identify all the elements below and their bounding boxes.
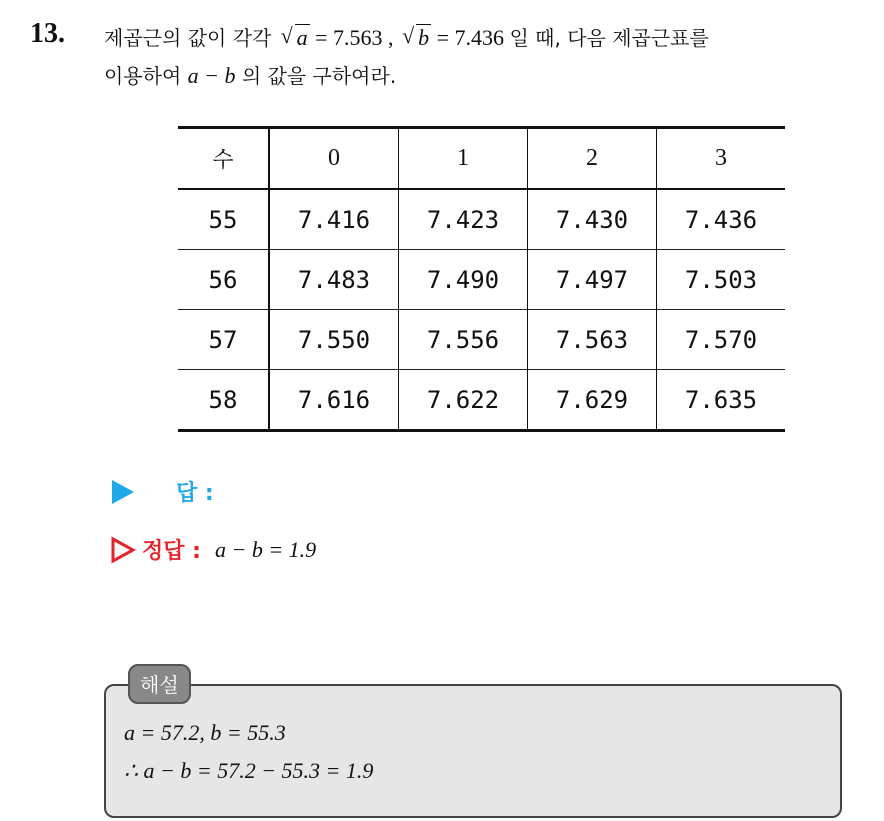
table-cell: 7.556 (399, 310, 528, 370)
table-cell: 7.570 (657, 310, 786, 370)
solution-box (104, 684, 842, 818)
table-cell: 58 (178, 370, 269, 431)
question-number: 13. (30, 18, 65, 49)
solution-tab: 해설 (128, 664, 191, 704)
table-header-cell: 1 (399, 128, 528, 190)
sqrt-b-expression: √ b = 7.436 (399, 25, 509, 50)
table-cell: 7.635 (657, 370, 786, 431)
play-triangle-icon (112, 480, 134, 504)
table-cell: 7.416 (269, 189, 399, 250)
table-cell: 7.423 (399, 189, 528, 250)
table-cell: 55 (178, 189, 269, 250)
table-cell: 7.616 (269, 370, 399, 431)
table-cell: 7.436 (657, 189, 786, 250)
table-cell: 7.430 (528, 189, 657, 250)
table-row (178, 370, 785, 431)
sqrt-symbol-a: √ a (281, 25, 310, 51)
question-text-post: 일 때, 다음 제곱근표를 (509, 26, 709, 50)
table-cell: 7.563 (528, 310, 657, 370)
table-cell: 7.550 (269, 310, 399, 370)
sqrt-a-expression: √ a = 7.563 , (278, 25, 399, 50)
sqrt-symbol-b: √ b (402, 25, 431, 51)
table-cell: 7.497 (528, 250, 657, 310)
table-row (178, 189, 785, 250)
table-header-cell: 0 (269, 128, 399, 190)
correct-answer-row (110, 534, 316, 565)
outline-triangle-icon (110, 536, 136, 564)
table-cell: 7.622 (399, 370, 528, 431)
solution-line-1: a = 57.2, b = 55.3 (124, 720, 286, 745)
answer-row (112, 476, 214, 507)
table-row (178, 250, 785, 310)
table-cell: 7.490 (399, 250, 528, 310)
question-line-1 (104, 22, 709, 51)
table-header-cell: 2 (528, 128, 657, 190)
question-text-pre: 제곱근의 값이 각각 (104, 26, 272, 50)
question-line-2: 이용하여 a − b 의 값을 구하여라. (104, 63, 397, 88)
solution-line-2: ∴ a − b = 57.2 − 55.3 = 1.9 (124, 758, 374, 783)
table-header-cell: 수 (178, 128, 269, 190)
correct-answer-label: 정답 : (142, 539, 201, 564)
table-cell: 7.629 (528, 370, 657, 431)
table-cell: 57 (178, 310, 269, 370)
correct-answer-value: a − b = 1.9 (214, 536, 317, 562)
question-expression: a − b (187, 63, 236, 88)
table-cell: 7.483 (269, 250, 399, 310)
table-cell: 7.503 (657, 250, 786, 310)
table-cell: 56 (178, 250, 269, 310)
answer-label: 답 : (176, 481, 214, 506)
table-row (178, 310, 785, 370)
table-header-row (178, 128, 785, 190)
square-root-table (178, 126, 785, 432)
table-header-cell: 3 (657, 128, 786, 190)
